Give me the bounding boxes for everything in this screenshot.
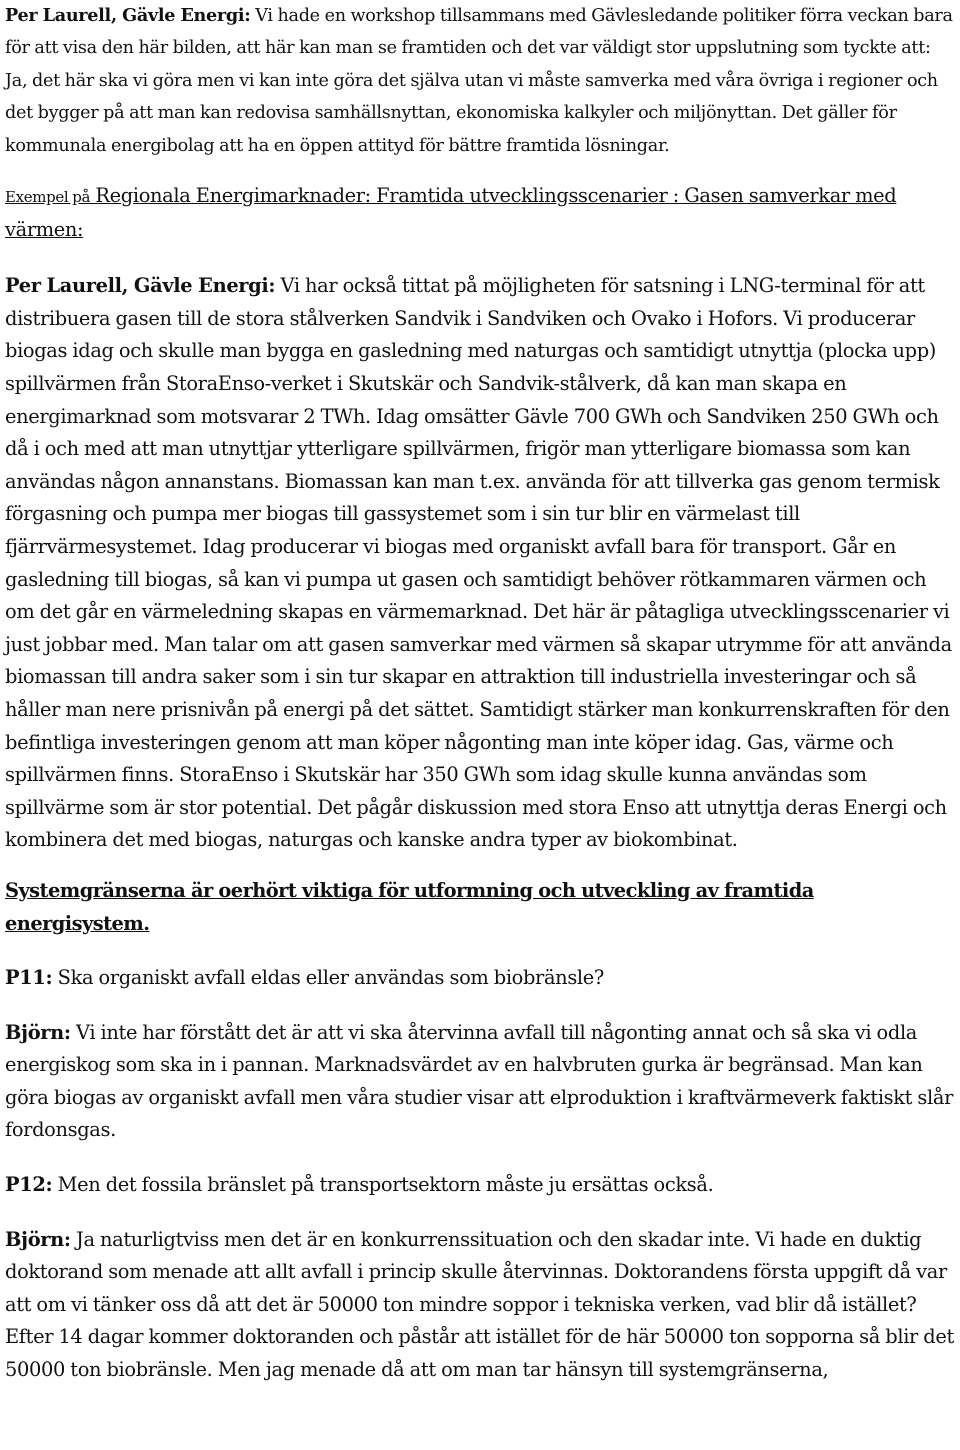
paragraph-text: Vi har också tittat på möjligheten för satsning i LNG-terminal för att distribuera gasen till de stora stålverken Sandvik i Sandviken och Ovako i Hofors. Vi producerar biogas idag och skulle man bygga en gasledning med naturgas och samtidigt utnyttja (plocka upp) spillvärmen från StoraEnso-verket i Skutskär och Sandvik-stålverk, då kan man skapa en energimarknad som motsvarar 2 TWh. Idag omsätter Gävle 700 GWh och Sandviken 250 GWh och då i och med att man utnyttjar ytterligare spillvärmen, frigör man ytterligare biomassa som kan användas någon annanstans. Biomassan kan man t.ex. använda för att tillverka gas genom termisk förgasning och pumpa mer biogas till gassystemet som i sin tur blir en värmelast till fjärrvärmesystemet. Idag producerar vi biogas med organiskt avfall bara för transport. Går en gasledning till biogas, så kan vi pumpa ut gasen och samtidigt behöver rötkammaren värmen och om det går en värmeledning skapas en värmemarknad. Det här är påtagliga utvecklingsscenarier vi just jobbar med. Man talar om att gasen samverkar med värmen så skapar utrymme för att använda biomassan till andra saker som i sin tur skapar en attraktion till industriella investeringar och så håller man nere prisnivån på energi på det sättet. Samtidigt stärker man konkurrenskraften för den befintliga investeringen genom att man köper någonting man inte köper idag. Gas, värme och spillvärmen finns. StoraEnso i Skutskär har 350 GWh som idag skulle kunna användas som spillvärme som är stor potential. Det pågår diskussion med stora Enso att utnyttja deras Energi och kombinera det med biogas, naturgas och kanske andra typer av biokombinat.	[5, 274, 952, 852]
heading-prefix: Exempel på	[5, 188, 91, 207]
speaker-label: P12:	[5, 1173, 53, 1197]
paragraph-text: Ja naturligtviss men det är en konkurrenssituation och den skadar inte. Vi hade en duktig doktorand som menade att allt avfall i princip skulle återvinnas. Doktorandens första uppgift då var att om vi tänker oss då att det är 50000 ton mindre soppor i tekniska verken, vad blir då istället? Efter 14 dagar kommer doktoranden och påstår att istället för de här 50000 ton sopporna så blir det 50000 ton biobränsle. Men jag menade då att om man tar hänsyn till systemgränserna,	[5, 1227, 954, 1382]
paragraph-text: Vi inte har förstått det är att vi ska återvinna avfall till någonting annat och så ska vi odla energiskog som ska in i pannan. Marknadsvärdet av en halvbruten gurka är begränsad. Man kan göra biogas av organiskt avfall men våra studier visar att elproduktion i kraftvärmeverk faktiskt slår fordonsgas.	[5, 1020, 954, 1142]
speaker-label: Per Laurell, Gävle Energi:	[5, 274, 276, 298]
speaker-label: Björn:	[5, 1227, 71, 1251]
paragraph-text-continued: Det gäller för kommunala energibolag att ha en öppen attityd för bättre framtida lösningar.	[5, 103, 897, 156]
paragraph-p12-question	[5, 1169, 956, 1202]
paragraph-laurell-workshop	[5, 0, 956, 162]
section-heading-system-boundaries: Systemgränserna är oerhört viktiga för utformning och utveckling av framtida energisystem.	[5, 878, 814, 935]
speaker-label: Björn:	[5, 1020, 71, 1044]
paragraph-bjorn-answer-1	[5, 1017, 956, 1147]
heading-text: Regionala Energimarknader: Framtida utvecklingsscenarier : Gasen samverkar med värmen:	[5, 184, 897, 241]
paragraph-text: Men det fossila bränslet på transportsektorn måste ju ersättas också.	[52, 1173, 714, 1197]
section-heading-regional-markets	[5, 180, 956, 246]
paragraph-p11-question	[5, 962, 956, 995]
paragraph-text: Vi hade en workshop tillsammans med Gävlesledande politiker förra veckan bara för att visa den här bilden, att här kan man se framtiden och det var väldigt stor uppslutning som tyckte att: Ja, det här ska vi göra men vi kan inte göra det själva utan vi måste samverka med våra övriga i regioner och det bygger på att man kan redovisa samhällsnyttan, ekonomiska kalkyler och miljönyttan.	[5, 6, 953, 124]
speaker-label: P11:	[5, 966, 53, 990]
paragraph-bjorn-answer-2	[5, 1224, 956, 1387]
speaker-label: Per Laurell, Gävle Energi:	[5, 5, 251, 26]
paragraph-text: Ska organiskt avfall eldas eller användas som biobränsle?	[52, 966, 604, 990]
paragraph-laurell-lng	[5, 270, 956, 857]
